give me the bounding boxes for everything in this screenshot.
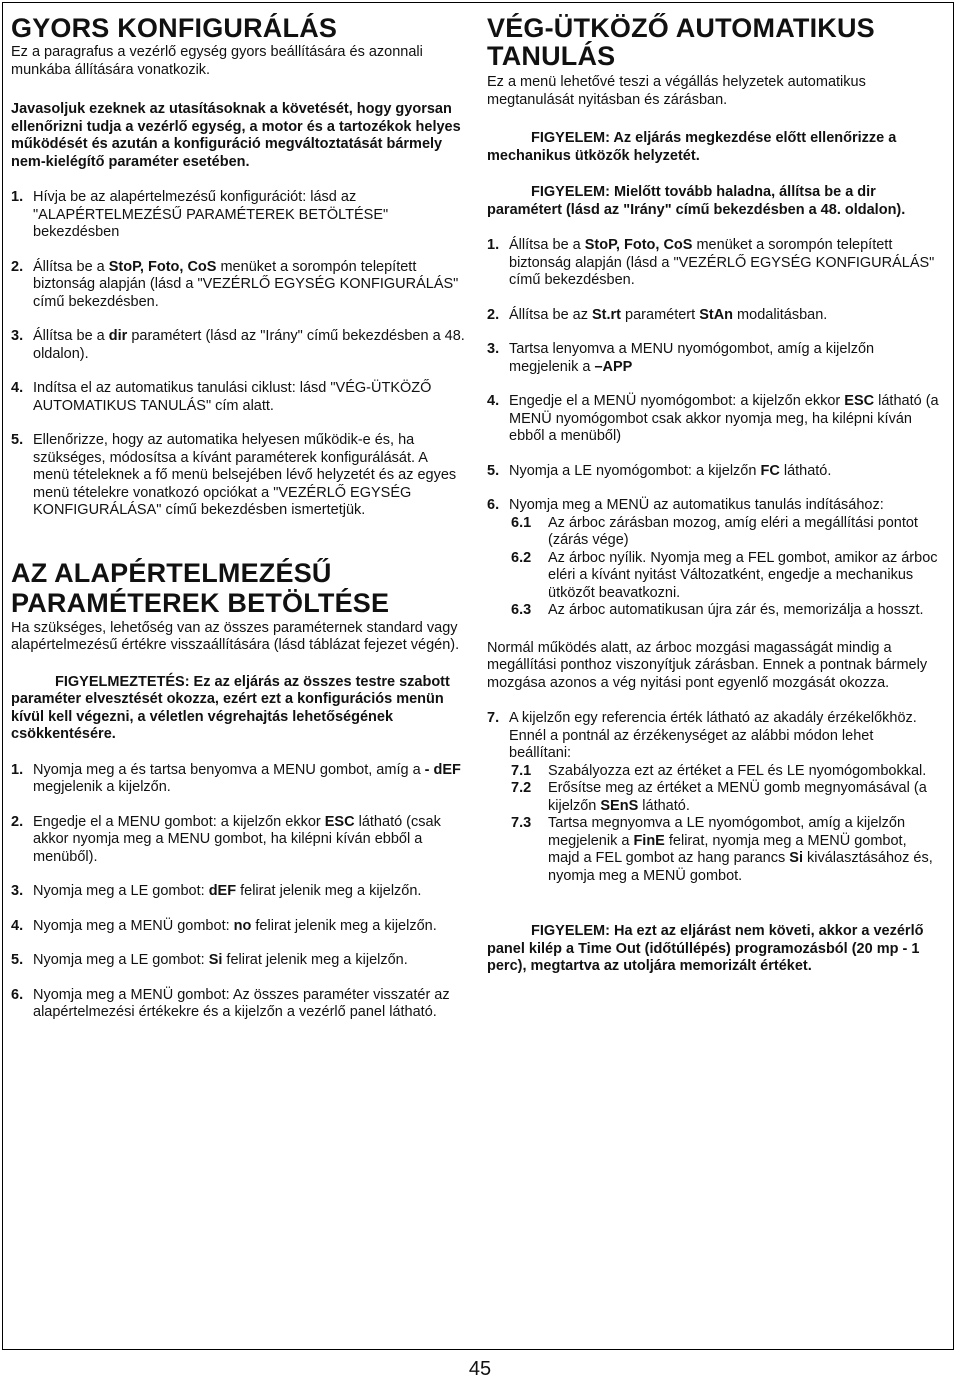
list-item: 6. Nyomja meg a MENÜ gombot: Az összes paraméter visszatér az alapértelmezési értékekre és a kijelzőn a vezérlő panel látható. <box>11 986 450 1020</box>
list-item: 4. Indítsa el az automatikus tanulási ciklust: lásd "VÉG-ÜTKÖZŐ AUTOMATIKUS TANULÁS" cím alatt. <box>11 380 432 414</box>
right-column <box>487 14 939 976</box>
section-title-default-params: AZ ALAPÉRTELMEZÉSŰ PARAMÉTEREK BETÖLTÉSE <box>11 557 390 618</box>
default-params-steps <box>11 762 467 1022</box>
list-item: 5. Nyomja meg a LE gombot: Si felirat jelenik meg a kijelzőn. <box>11 952 408 968</box>
auto-learning-steps <box>487 237 939 620</box>
auto-learning-warning-1: FIGYELEM: Az eljárás megkezdése előtt ellenőrizze a mechanikus ütközők helyzetét. <box>487 130 897 164</box>
sub-list-item: 6.1 Az árboc zárásban mozog, amíg eléri a megállítási pontot (zárás vége) <box>511 514 918 548</box>
list-item: 4. Engedje el a MENÜ nyomógombot: a kijelzőn ekkor ESC látható (a MENÜ nyomógombot csak akkor nyomja meg, ha kilépni kíván ebből a menüből) <box>487 393 939 444</box>
section-title-quick-config: GYORS KONFIGURÁLÁS <box>11 13 338 43</box>
list-item: 3. Nyomja meg a LE gombot: dEF felirat jelenik meg a kijelzőn. <box>11 883 422 899</box>
sub-list-item: 6.2 Az árboc nyílik. Nyomja meg a FEL gombot, amikor az árboc eléri a kívánt nyitást Változatként, engedje a mechanikus ütközőt beavatkozni. <box>511 549 938 601</box>
list-item: 1. Nyomja meg a és tartsa benyomva a MENU gombot, amíg a - dEF megjelenik a kijelzőn. <box>11 761 461 795</box>
list-item: 2. Állítsa be az St.rt paramétert StAn modalitásban. <box>487 306 828 323</box>
sub-list-item: 7.2 Erősítse meg az értéket a MENÜ gomb megnyomásával (a kijelzőn SEnS látható. <box>511 780 927 814</box>
left-column <box>11 14 467 1022</box>
quick-config-note: Javasoljuk ezeknek az utasításoknak a követését, hogy gyorsan ellenőrizni tudja a vezérlő egység, a motor és a tartozékok helyes működését és azután a konfiguráció megváltoztatását bármely nem-kielégítő paraméter esetében. <box>11 101 461 170</box>
list-item: 3. Állítsa be a dir paramétert (lásd az "Irány" című bekezdésben a 48. oldalon). <box>11 328 465 362</box>
default-params-warning: FIGYELMEZTETÉS: Ez az eljárás az összes testre szabott paraméter elvesztését okozza, ezért ezt a konfigurációs menün kívül kell végezni, a véletlen végrehajtás lehetőségének csökkentésére. <box>11 673 450 742</box>
list-item: 4. Nyomja meg a MENÜ gombot: no felirat jelenik meg a kijelzőn. <box>11 917 437 934</box>
default-params-intro: Ha szükséges, lehetőség van az összes paraméternek standard vagy alapértelmezésű értékre visszaállítására (lásd táblázat fejezet végén). <box>11 619 460 653</box>
list-item: 5. Ellenőrizze, hogy az automatika helyesen működik-e és, ha szükséges, módosítsa a kívánt paraméterek konfigurálását. A menü tételeknek a fő menü belsejében lévő helyzetét és az egyes menü tételekre vonatkozó opciókat a "VEZÉRLŐ EGYSÉG KONFIGURÁLÁSA" című bekezdésben ismertetjük. <box>11 432 457 518</box>
list-item: 2. Állítsa be a StoP, Foto, CoS menüket a sorompón telepített biztonság alapján (lásd a "VEZÉRLŐ EGYSÉG KONFIGURÁLÁS" című bekezdésben. <box>11 258 459 310</box>
normal-operation-text: Normál működés alatt, az árboc mozgási magasságát mindig a megállítási ponthoz viszonyítjuk zárásban. Ennek a pontnak bármely mozgása azonos a vég nyitási pont egyenlő mozgását okozza. <box>487 639 928 691</box>
page-number: 45 <box>468 1358 492 1380</box>
quick-config-steps <box>11 189 467 520</box>
auto-learning-warning-2: FIGYELEM: Mielőtt tovább haladna, állítsa be a dir paramétert (lásd az "Irány" című bekezdésben a 48. oldalon). <box>487 184 906 218</box>
list-item: 2. Engedje el a MENU gombot: a kijelzőn ekkor ESC látható (csak akkor nyomja meg a MENU gombot, ha kilépni kíván ebből a menüből). <box>11 813 441 865</box>
auto-learning-intro: Ez a menü lehetővé teszi a végállás helyzetek automatikus megtanulását nyitásban és zárásban. <box>487 74 866 108</box>
list-item: 6. Nyomja meg a MENÜ az automatikus tanulás indításához: <box>487 497 884 513</box>
list-item: 7. A kijelzőn egy referencia érték látható az akadály érzékelőkhöz. Ennél a pontnál az érzékenységet az alábbi módon lehet beállítani: <box>487 710 917 761</box>
final-warning: FIGYELEM: Ha ezt az eljárást nem követi, akkor a vezérlő panel kilép a Time Out (időtúllépés) programozásból (20 mp - 1 perc), megtartva az utoljára memorizált értéket. <box>487 923 924 974</box>
section-title-auto-learning: VÉG-ÜTKÖZŐ AUTOMATIKUS TANULÁS <box>487 13 875 71</box>
list-item: 5. Nyomja a LE nyomógombot: a kijelzőn FC látható. <box>487 462 832 479</box>
list-item: 1. Állítsa be a StoP, Foto, CoS menüket a sorompón telepített biztonság alapján (lásd a "VEZÉRLŐ EGYSÉG KONFIGURÁLÁS" című bekezdésben. <box>487 237 935 288</box>
sub-list-item: 6.3 Az árboc automatikusan újra zár és, memorizálja a hosszt. <box>511 602 924 618</box>
sensitivity-steps <box>487 710 939 885</box>
quick-config-intro: Ez a paragrafus a vezérlő egység gyors beállítására és azonnali munkába állítására vonatkozik. <box>11 44 423 78</box>
list-item: 1. Hívja be az alapértelmezésű konfigurációt: lásd az "ALAPÉRTELMEZÉSŰ PARAMÉTEREK BETÖLTÉSE" bekezdésben <box>11 189 389 240</box>
list-item: 3. Tartsa lenyomva a MENU nyomógombot, amíg a kijelzőn megjelenik a –APP <box>487 341 875 375</box>
sub-list-item: 7.3 Tartsa megnyomva a LE nyomógombot, amíg a kijelzőn megjelenik a FinE felirat, nyomja meg a MENÜ gombot, majd a FEL gombot az hang parancs Si kiválasztásához és, nyomja meg a MENÜ gombot. <box>511 815 933 884</box>
sub-list-item: 7.1 Szabályozza ezt az értéket a FEL és LE nyomógombokkal. <box>511 762 927 779</box>
